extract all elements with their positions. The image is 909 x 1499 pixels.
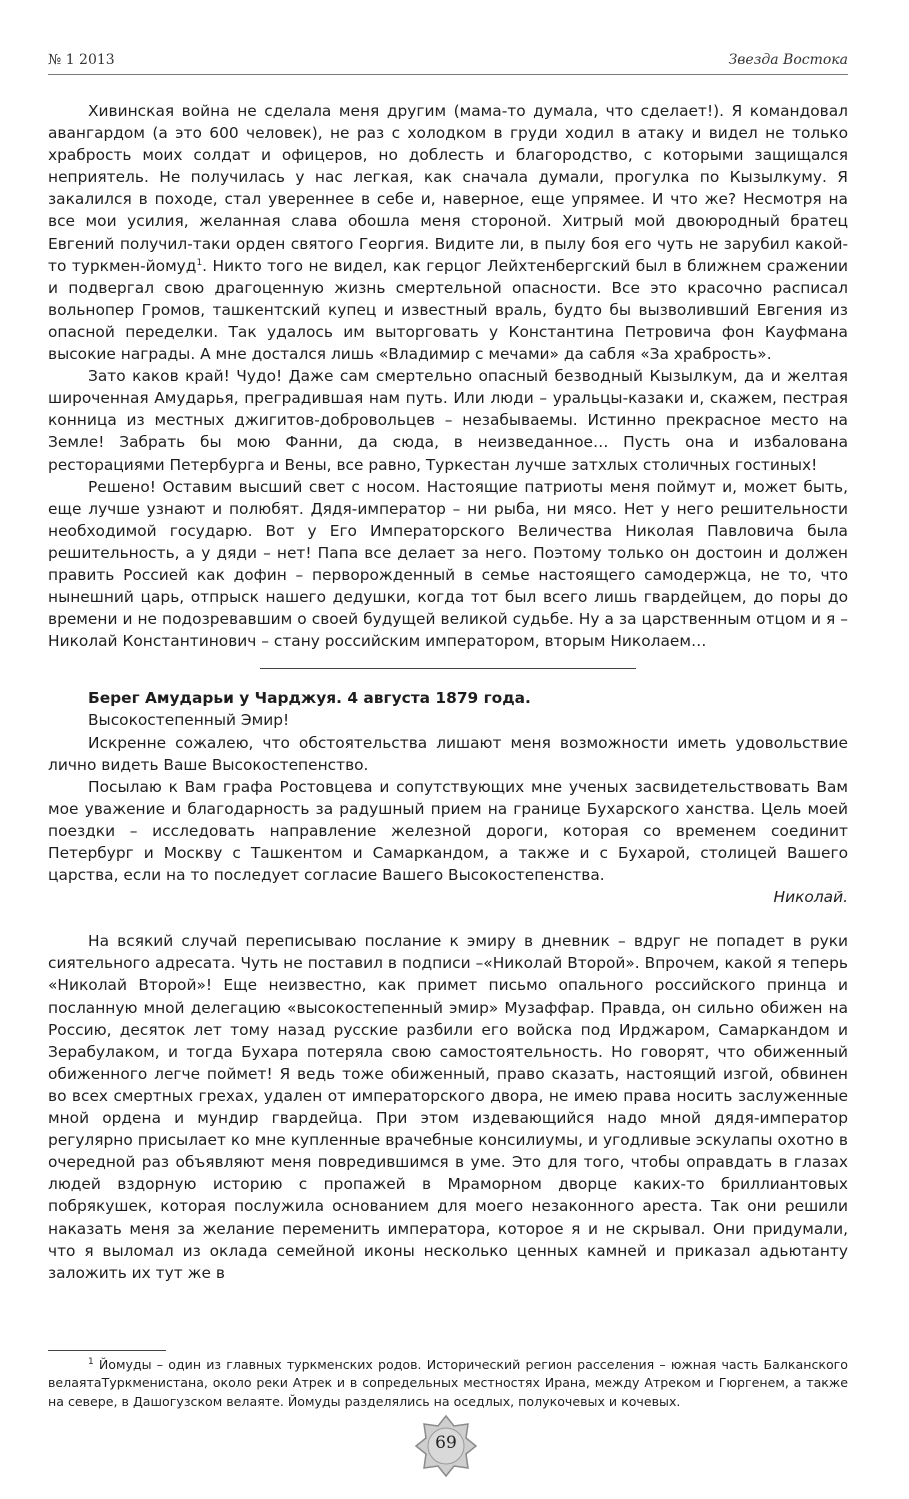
paragraph-2: Зато каков край! Чудо! Даже сам смертельно опасный безводный Кызылкум, да и желтая широченная Амударья, преградившая нам путь. Или люди – уральцы-казаки и, скажем, пестрая конница из местных джигитов-добровольцев – незабываемы. Истинно прекрасное место на Земле! Забрать бы мою Фанни, да сюда, в неизведанное… Пусть она и избалована ресторациями Петербурга и Вены, все равно, Туркестан лучше затхлых столичных гостиных! bbox=[48, 367, 848, 474]
main-text bbox=[48, 100, 848, 1284]
paragraph-3: Решено! Оставим высший свет с носом. Настоящие патриоты меня поймут и, может быть, еще лучше узнают и полюбят. Дядя-император – ни рыба, ни мясо. Нет у него решительности необходимой государю. Вот у Его Императорского Величества Николая Павловича была решительность, а у дяди – нет! Папа все делает за него. Поэтому только он достоин и должен править Россией как дофин – перворожденный в семье настоящего самодержца, не то, что нынешний царь, отпрыск нашего дедушки, когда тот был всего лишь гвардейцем, до поры до времени и не подозревавшим о своей будущей великой судьбе. Ну а за царственным отцом и я – Николай Константинович – стану российским императором, вторым Николаем… bbox=[48, 477, 848, 651]
letter-body-1: Искренне сожалею, что обстоятельства лишают меня возможности иметь удовольствие лично видеть Ваше Высокостепенство. bbox=[48, 733, 848, 774]
page-number: 69 bbox=[435, 1433, 457, 1453]
spacer bbox=[48, 908, 848, 930]
paragraph-1-start: Хивинская война не сделала меня другим (мама-то думала, что сделает!). Я командовал авангардом (а это 600 человек), не раз с холодком в груди ходил в атаку и видел не только храбрость моих солдат и офицеров, но доблесть и благородство, с которыми защищался неприятель. Не получилась у нас легкая, как сначала думали, прогулка по Кызылкуму. Я закалился в походе, стал увереннее в себе и, наверное, еще упрямее. И что же? Несмотря на все мои усилия, желанная слава обошла меня стороной. Хитрый мой двоюродный братец Евгений получил-таки орден святого Георгия. Видите ли, в пылу боя его чуть не зарубил какой-то туркмен-йомуд bbox=[48, 102, 848, 275]
footnote-mark: 1 bbox=[88, 1356, 94, 1367]
paragraph-1-end: . Никто того не видел, как герцог Лейхтенбергский был в ближнем сражении и подвергал свою драгоценную жизнь смертельной опасности. Все это красочно расписал вольнопер Громов, ташкентский купец и известный враль, будто бы вызволивший Евгения из опасной переделки. Так удалось им выторговать у Константина Петровича фон Кауфмана высокие награды. А мне достался лишь «Владимир с мечами» да сабля «За храбрость». bbox=[48, 256, 848, 364]
header-rule bbox=[48, 74, 848, 75]
running-header bbox=[48, 52, 848, 72]
issue-label: № 1 2013 bbox=[48, 52, 115, 68]
section-divider bbox=[260, 668, 636, 669]
letter-body-2: Посылаю к Вам графа Ростовцева и сопутствующих мне ученых засвидетельствовать Вам мое уважение и благодарность за радушный прием на границе Бухарского ханства. Цель моей поездки – исследовать направление железной дороги, которая со временем соединит Петербург и Москву с Ташкентом и Самаркандом, а также и с Бухарой, столицей Вашего царства, если на то последует согласие Вашего Высокостепенства. bbox=[48, 777, 848, 885]
letter-heading: Берег Амударьи у Чарджуя. 4 августа 1879 года. bbox=[88, 689, 531, 708]
letter-signature: Николай. bbox=[773, 888, 848, 907]
footnote-text: Йомуды – один из главных туркменских родов. Исторический регион расселения – южная часть Балканского велаятаТуркменистана, около реки Атрек и в сопредельных местностях Ирана, между Атреком и Гюргенем, а также на севере, в Дашогузском велаяте. Йомуды разделялись на оседлых, полукочевых и кочевых. bbox=[48, 1357, 848, 1409]
footnote bbox=[48, 1356, 848, 1411]
paragraph-1 bbox=[48, 100, 848, 365]
paragraph-after-letter: На всякий случай переписываю послание к эмиру в дневник – вдруг не попадет в руки сиятельного адресата. Чуть не поставил в подписи –«Николай Второй». Впрочем, какой я теперь «Николай Второй»! Еще неизвестно, как примет письмо опального российского принца и посланную мной делегацию «высокостепенный эмир» Музаффар. Правда, он сильно обижен на Россию, десяток лет тому назад русские разбили его войска под Ирджаром, Самаркандом и Зерабулаком, и тогда Бухара потеряла свою самостоятельность. Но говорят, что обиженный обиженного легче поймет! Я ведь тоже обиженный, право сказать, настоящий изгой, обвинен во всех смертных грехах, удален от императорского двора, не имею права носить заслуженные мной ордена и мундир гвардейца. При этом издевающийся надо мной дядя-император регулярно присылает ко мне купленные врачебные консилиумы, и угодливые эскулапы охотно в очередной раз объявляют меня повредившимся в уме. Это для того, чтобы оправдать в глазах людей вздорную историю с пропажей в Мраморном дворце каких-то бриллиантовых побрякушек, которая послужила основанием для моего незаконного ареста. Так они решили наказать меня за желание переменить императора, которое я и не скрывал. Они придумали, что я выломал из оклада семейной иконы несколько ценных камней и приказал адьютанту заложить их тут же в bbox=[48, 932, 848, 1282]
journal-title: Звезда Востока bbox=[728, 52, 848, 68]
page-number-badge bbox=[414, 1414, 478, 1478]
footnote-reference: 1 bbox=[196, 257, 203, 268]
footnote-rule bbox=[48, 1350, 166, 1351]
letter-salutation: Высокостепенный Эмир! bbox=[88, 711, 290, 730]
footnote-paragraph bbox=[48, 1356, 848, 1411]
